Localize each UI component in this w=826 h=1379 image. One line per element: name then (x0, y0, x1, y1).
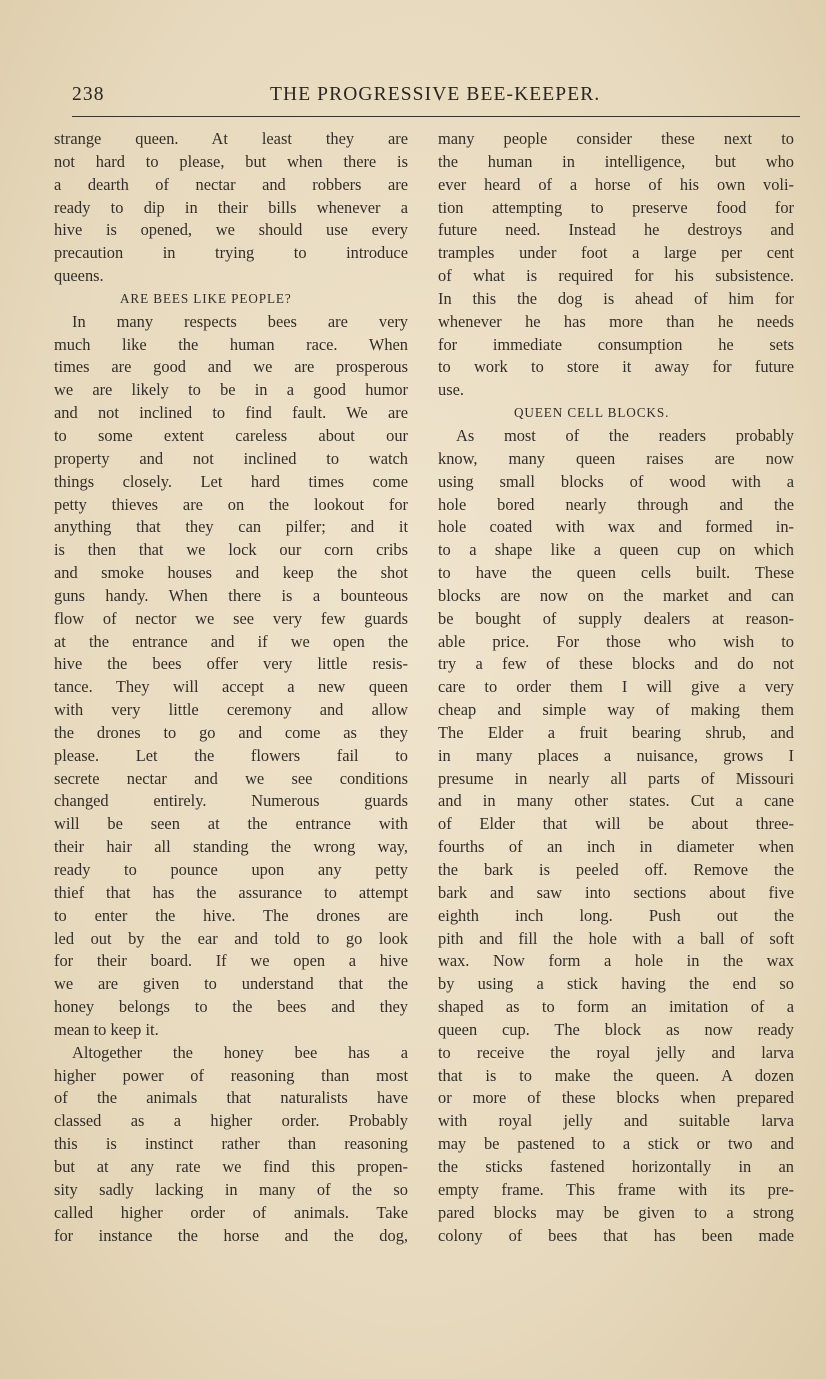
text-line: ready to pounce upon any petty (54, 860, 408, 879)
text-line: a dearth of nectar and robbers are (54, 174, 408, 194)
text-line: shaped as to form an imitation of a (438, 997, 794, 1017)
text-line: may be pastened to a stick or two and (438, 1134, 794, 1154)
text-line: try a few of these blocks and do not (438, 654, 794, 674)
text-line: anything that they can pilfer; and it (54, 517, 408, 537)
text-line: we are likely to be in a good humor (54, 380, 408, 400)
text-line: but at any rate we find this propen- (54, 1156, 408, 1176)
text-line: and in many other states. Cut a cane (438, 791, 794, 811)
text-line: classed as a higher order. Probably (54, 1111, 408, 1131)
page-number: 238 (72, 84, 105, 105)
text-line: strange queen. At least they are (54, 129, 408, 148)
paragraph-queen-cell-blocks (438, 425, 794, 1247)
text-line: know, many queen raises are now (438, 448, 794, 468)
text-line: pith and fill the hole with a ball of soft (438, 928, 794, 948)
text-line: future need. Instead he destroys and (438, 220, 794, 240)
text-line: tance. They will accept a new queen (54, 677, 408, 697)
text-line: higher power of reasoning than most (54, 1065, 408, 1085)
text-line: led out by the ear and told to go look (54, 928, 408, 948)
section-heading-queen-cell-blocks: QUEEN CELL BLOCKS. (514, 405, 670, 421)
text-line: of the animals that naturalists have (54, 1088, 408, 1108)
text-line: petty thieves are on the lookout for (54, 494, 408, 514)
text-line: please. Let the flowers fail to (54, 745, 408, 765)
text-line: to receive the royal jelly and larva (438, 1042, 794, 1062)
text-line: the bark is peeled off. Remove the (438, 860, 794, 879)
text-line: queen cup. The block as now ready (438, 1019, 794, 1039)
text-line: this is instinct rather than reasoning (54, 1134, 408, 1154)
text-line: thief that has the assurance to attempt (54, 882, 408, 902)
text-line: In many respects bees are very (72, 311, 408, 331)
text-line: the drones to go and come as they (54, 722, 408, 742)
intro-paragraph (54, 128, 408, 288)
running-title: THE PROGRESSIVE BEE-KEEPER. (270, 84, 601, 105)
text-line: or more of these blocks when prepared (438, 1088, 794, 1108)
text-line: tramples under foot a large per cent (438, 243, 794, 263)
right-column (438, 128, 794, 1247)
text-line: changed entirely. Numerous guards (54, 791, 408, 811)
text-line: ever heard of a horse of his own voli- (438, 174, 794, 194)
text-line: to a shape like a queen cup on which (438, 540, 794, 560)
left-column (54, 128, 408, 1247)
text-line: hole coated with wax and formed in- (438, 517, 794, 537)
text-line: and not inclined to find fault. We are (54, 403, 408, 423)
text-line: at the entrance and if we open the (54, 631, 408, 651)
text-line: In this the dog is ahead of him for (438, 288, 794, 308)
text-line: pared blocks may be given to a strong (438, 1202, 794, 1222)
text-line: honey belongs to the bees and they (54, 997, 408, 1017)
text-line: for their board. If we open a hive (54, 951, 408, 971)
text-line: to work to store it away for future (438, 357, 794, 377)
text-line: property and not inclined to watch (54, 448, 408, 468)
text-line: sity sadly lacking in many of the so (54, 1179, 408, 1199)
text-line: not hard to please, but when there is (54, 151, 408, 171)
text-line: that is to make the queen. A dozen (438, 1065, 794, 1085)
text-line: colony of bees that has been made (438, 1225, 794, 1245)
text-line: and smoke houses and keep the shot (54, 563, 408, 583)
text-line: called higher order of animals. Take (54, 1202, 408, 1222)
text-line: will be seen at the entrance with (54, 814, 408, 834)
text-line: with royal jelly and suitable larva (438, 1111, 794, 1131)
text-line: blocks are now on the market and can (438, 585, 794, 605)
header-rule (72, 116, 800, 117)
page-header (72, 84, 800, 110)
text-line: to some extent careless about our (54, 425, 408, 445)
text-line: with very little ceremony and allow (54, 700, 408, 720)
text-line: able price. For those who wish to (438, 631, 794, 651)
text-line: precaution in trying to introduce (54, 243, 408, 263)
text-line: using small blocks of wood with a (438, 471, 794, 491)
text-line: we are given to understand that the (54, 974, 408, 994)
paragraph-bees-like-people (54, 311, 408, 1042)
text-line: many people consider these next to (438, 129, 794, 148)
text-line: flow of nector we see very few guards (54, 608, 408, 628)
text-line: empty frame. This frame with its pre- (438, 1179, 794, 1199)
text-line: wax. Now form a hole in the wax (438, 951, 794, 971)
text-line: The Elder a fruit bearing shrub, and (438, 722, 794, 742)
text-line: As most of the readers probably (456, 425, 794, 445)
text-line: of what is required for his subsistence. (438, 266, 794, 286)
text-line: is then that we lock our corn cribs (54, 540, 408, 560)
text-line: ready to dip in their bills whenever a (54, 197, 408, 217)
paragraph-continued (438, 128, 794, 402)
text-line: things closely. Let hard times come (54, 471, 408, 491)
text-line: the human in intelligence, but who (438, 151, 794, 171)
text-line: in many places a nuisance, grows I (438, 745, 794, 765)
text-line: mean to keep it. (54, 1019, 159, 1039)
text-line: the sticks fastened horizontally in an (438, 1156, 794, 1176)
text-line: fourths of an inch in diameter when (438, 837, 794, 857)
text-line: to enter the hive. The drones are (54, 905, 408, 925)
text-line: of Elder that will be about three- (438, 814, 794, 834)
text-line: use. (438, 380, 464, 400)
text-line: by using a stick having the end so (438, 974, 794, 994)
text-line: their hair all standing the wrong way, (54, 837, 408, 857)
text-line: hole bored nearly through and the (438, 494, 794, 514)
text-line: hive is opened, we should use every (54, 220, 408, 240)
text-line: presume in nearly all parts of Missouri (438, 768, 794, 788)
text-line: whenever he has more than he needs (438, 311, 794, 331)
text-line: times are good and we are prosperous (54, 357, 408, 377)
text-line: for immediate consumption he sets (438, 334, 794, 354)
text-line: queens. (54, 266, 104, 286)
text-line: hive the bees offer very little resis- (54, 654, 408, 674)
text-line: Altogether the honey bee has a (72, 1042, 408, 1062)
text-line: to have the queen cells built. These (438, 563, 794, 583)
text-line: cheap and simple way of making them (438, 700, 794, 720)
text-line: guns handy. When there is a bounteous (54, 585, 408, 605)
text-line: secrete nectar and we see conditions (54, 768, 408, 788)
paragraph-reasoning (54, 1042, 408, 1248)
text-line: tion attempting to preserve food for (438, 197, 794, 217)
text-line: for instance the horse and the dog, (54, 1225, 408, 1245)
text-line: bark and saw into sections about five (438, 882, 794, 902)
text-line: care to order them I will give a very (438, 677, 794, 697)
text-line: much like the human race. When (54, 334, 408, 354)
text-line: eighth inch long. Push out the (438, 905, 794, 925)
section-heading-bees-like-people: ARE BEES LIKE PEOPLE? (120, 290, 292, 306)
text-line: be bought of supply dealers at reason- (438, 608, 794, 628)
